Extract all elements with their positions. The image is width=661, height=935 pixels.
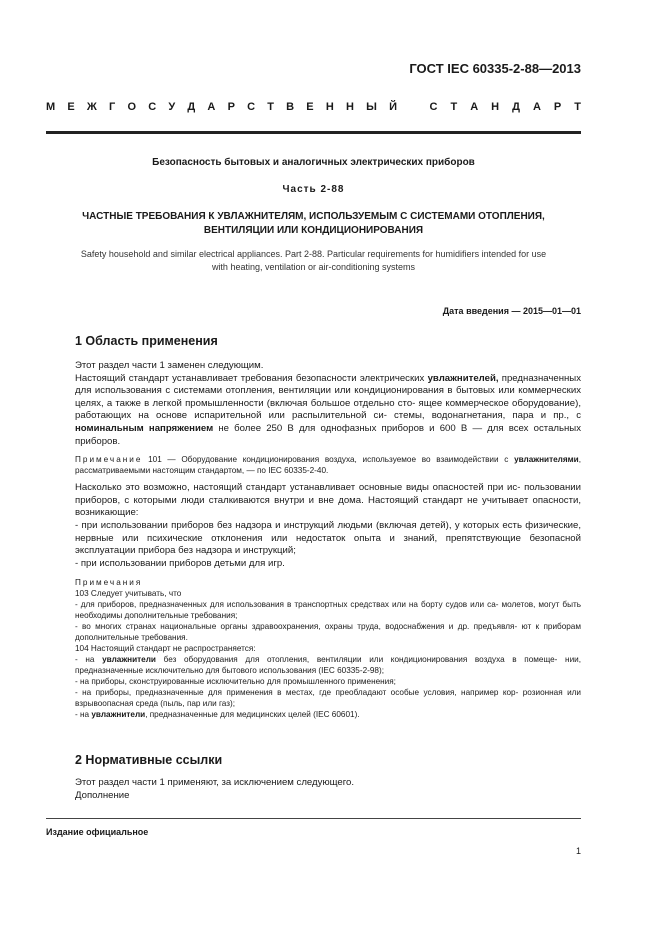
- banner-letter: Н: [325, 101, 334, 113]
- banner-letter: Д: [512, 101, 520, 113]
- note-104: 104 Настоящий стандарт не распространяется:: [75, 644, 256, 654]
- section-2-title: 2 Нормативные ссылки: [75, 753, 223, 767]
- introduction-date: Дата введения — 2015—01—01: [442, 306, 581, 316]
- banner-letter: Н: [491, 101, 500, 113]
- note-item: [75, 654, 581, 676]
- banner-letter: Р: [553, 101, 562, 113]
- document-code: ГОСТ IEC 60335-2-88—2013: [409, 61, 581, 76]
- banner-letter: А: [207, 101, 216, 113]
- part-heading-line: ЧАСТНЫЕ ТРЕБОВАНИЯ К УВЛАЖНИТЕЛЯМ, ИСПОЛЬЗУЕМЫМ С СИСТЕМАМИ ОТОПЛЕНИЯ,: [82, 211, 545, 222]
- interstate-standard-banner: [46, 101, 581, 113]
- note-101: [75, 454, 581, 476]
- paragraph: - при использовании приборов детьми для игр.: [75, 557, 285, 569]
- text-run: , предназначенные для медицинских целей (IEC 60601).: [145, 710, 360, 720]
- english-title-line: Safety household and similar electrical appliances. Part 2-88. Particular requirements for humidifiers intended for use: [80, 249, 547, 259]
- term-bold: увлажнителями: [514, 455, 579, 465]
- term-bold: номинальным напряжением: [75, 422, 214, 434]
- text-run: - на: [75, 710, 92, 720]
- section-1-body: [75, 360, 581, 720]
- text-run: - на: [75, 655, 103, 665]
- paragraph: Насколько это возможно, настоящий стандарт устанавливает основные виды опасностей при ис- пользовании приборов, с которыми люди сталкиваются внутри и вне дома. Настоящий стандарт не учитывает опасности, возникающие:: [75, 482, 581, 519]
- banner-letter: У: [168, 101, 176, 113]
- text-run: предназначенных для использования с системами отопления, вентиляции или кондиционирования в бытовых или коммерческих целях, а также в легкой промышленности (включая большое отдельно сто- ящее коммерческое оборудование), работающих на основе испарительной или распылительной си- стемы, водонагнетания, пара и пр., с: [75, 372, 582, 422]
- banner-letter: Д: [187, 101, 196, 113]
- banner-letter: Е: [306, 101, 314, 113]
- note-item: [75, 709, 581, 720]
- header-rule: [46, 131, 581, 134]
- english-title-line: with heating, ventilation or air-conditioning systems: [211, 261, 416, 272]
- banner-letter: Й: [389, 101, 397, 113]
- paragraph: Дополнение: [75, 789, 130, 801]
- banner-word-interstate: [46, 101, 397, 113]
- paragraph: - при использовании приборов без надзора и инструкций людьми (включая детей), у которых есть физические, нервные или психические отклонения или недостаток опыта и знаний, препятствующие безопасной эксплуатации прибора без надзора и инструкций;: [75, 519, 581, 557]
- standard-title: Безопасность бытовых и аналогичных электрических приборов: [152, 157, 475, 168]
- banner-letter: Т: [574, 101, 581, 113]
- note-103: 103 Следует учитывать, что: [75, 589, 182, 599]
- note-item: - для приборов, предназначенных для использования в транспортных средствах или на борту судов или са- молетов, могут быть необходимы дополнительные требования;: [75, 600, 581, 621]
- banner-letter: С: [148, 101, 157, 113]
- banner-letter: Т: [450, 101, 458, 113]
- banner-letter: С: [429, 101, 438, 113]
- term-bold: увлажнителей,: [427, 372, 499, 384]
- banner-letter: С: [247, 101, 256, 113]
- banner-letter: В: [286, 101, 295, 113]
- banner-word-standard: [430, 101, 581, 113]
- banner-letter: Р: [227, 101, 235, 113]
- text-run: , рассматриваемыми настоящим стандартом, — по IEC 60335-2-40.: [75, 455, 581, 476]
- banner-letter: Т: [267, 101, 274, 113]
- text-run: Настоящий стандарт устанавливает требования безопасности электрических: [75, 372, 428, 384]
- official-edition-label: Издание официальное: [46, 827, 149, 837]
- banner-letter: Ж: [86, 101, 97, 113]
- banner-letter: Ы: [366, 101, 377, 113]
- section-1-title: 1 Область применения: [75, 334, 218, 348]
- term-bold: увлажнители: [102, 655, 156, 665]
- banner-letter: А: [532, 101, 541, 113]
- term-bold: увлажнители: [91, 710, 146, 720]
- banner-letter: А: [470, 101, 479, 113]
- text-run: 101 — Оборудование кондиционирования воздуха, используемое во взаимодействии с: [142, 455, 515, 465]
- notes-label: Примечания: [75, 578, 143, 588]
- banner-letter: Н: [345, 101, 354, 113]
- text-run: не более 250 В для однофазных приборов и 600 В — для всех остальных приборов.: [75, 422, 581, 447]
- part-heading-line: ВЕНТИЛЯЦИИ ИЛИ КОНДИЦИОНИРОВАНИЯ: [203, 225, 424, 236]
- paragraph: [75, 373, 581, 449]
- paragraph: Этот раздел части 1 заменен следующим.: [75, 360, 264, 371]
- part-heading: [46, 210, 581, 238]
- note-item: - на приборы, сконструированные исключительно для промышленного применения;: [75, 677, 396, 687]
- notes-block: [75, 577, 581, 720]
- banner-letter: Е: [67, 101, 75, 113]
- banner-letter: М: [46, 101, 56, 113]
- part-number: Часть 2-88: [282, 184, 345, 195]
- footer-rule: [46, 818, 581, 819]
- note-label: Примечание: [75, 455, 143, 465]
- banner-letter: Г: [109, 101, 116, 113]
- section-2-body: [75, 777, 581, 802]
- text-run: без оборудования для отопления, вентиляции или кондиционирования воздуха в помеще- нии, предназначенные исключительно для бытового использования (IEC 60335-2-98);: [75, 655, 581, 676]
- page-number: 1: [575, 846, 581, 856]
- banner-letter: О: [127, 101, 137, 113]
- paragraph: Этот раздел части 1 применяют, за исключением следующего.: [75, 777, 355, 788]
- english-title: [46, 248, 581, 273]
- note-item: - во многих странах национальные органы здравоохранения, охраны труда, водоснабжения и др. предъявля- ют к приборам дополнительные требования.: [75, 622, 581, 643]
- note-item: - на приборы, предназначенные для применения в местах, где преобладают особые условия, например кор- розионная или взрывоопасная среда (пыль, пар или газ);: [75, 688, 581, 709]
